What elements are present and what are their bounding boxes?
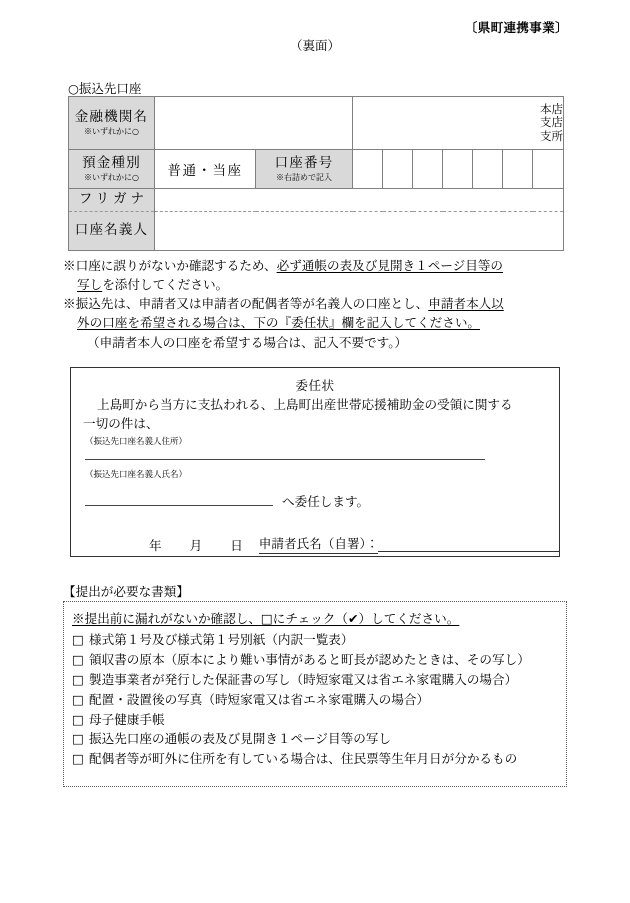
account-section-label: ○振込先口座	[68, 81, 142, 96]
checklist-intro: ※提出前に漏れがないか確認し、□にチェック（✔）してください。	[72, 611, 460, 626]
deposit-type-sublabel: ※いずれかに○	[84, 172, 139, 182]
date-month-label[interactable]: 月	[189, 537, 203, 553]
account-digit-cell[interactable]	[353, 150, 383, 189]
list-item[interactable]	[72, 729, 558, 749]
deposit-type-label: 預金種別	[82, 155, 141, 172]
note-text-underlined: 必ず通帳の表及び見開き１ページ目等の	[276, 258, 504, 273]
proxy-paragraph-line-2: 一切の件は、	[83, 415, 159, 431]
date-year-label[interactable]: 年	[149, 537, 162, 553]
page-side-label: （裏面）	[289, 38, 340, 53]
date-day-label[interactable]: 日	[230, 537, 243, 553]
list-item[interactable]	[72, 710, 558, 730]
list-item[interactable]	[72, 650, 558, 670]
note-text: （申請者本人の口座を希望する場合は、記入不要です。）	[87, 334, 408, 350]
checkbox-icon[interactable]: □	[72, 691, 84, 707]
proxy-title: 委任状	[295, 378, 335, 393]
checklist-box	[63, 601, 567, 787]
proxy-paragraph-line-1: 上島町から当方に支払われる、上島町出産世帯応援補助金の受領に関する	[97, 397, 513, 412]
signature-field[interactable]	[378, 551, 559, 552]
checklist-heading: 【提出が必要な書類】	[63, 584, 189, 599]
account-number-label-cell	[256, 150, 353, 189]
proxy-address-field[interactable]	[85, 459, 485, 460]
account-holder-label-cell	[69, 212, 155, 251]
proxy-name-row	[85, 491, 559, 510]
signature-label: 申請者氏名（自署）：	[259, 533, 379, 554]
deposit-type-label-cell	[69, 150, 155, 189]
list-item[interactable]	[72, 690, 558, 710]
list-item-label: 配置・設置後の写真（時短家電又は省エネ家電購入の場合）	[89, 691, 430, 707]
bank-name-label: 金融機関名	[74, 109, 149, 126]
list-item-label: 母子健康手帳	[89, 711, 165, 727]
power-of-attorney-box	[70, 367, 560, 557]
table-row-furigana	[69, 189, 564, 212]
proxy-address-caption: （振込先口座名義人住所）	[85, 436, 188, 447]
checkbox-icon[interactable]: □	[72, 651, 84, 667]
bank-name-sublabel: ※いずれかに○	[84, 126, 139, 136]
list-item-label: 領収書の原本（原本により難い事情があると町長が認めたときは、その写し）	[89, 651, 530, 667]
note-text-underlined: 外の口座を希望される場合は、下の『委任状』欄を記入してください。	[77, 315, 480, 331]
table-row-bank-name	[69, 97, 564, 150]
account-number-sublabel: ※右詰めで記入	[276, 172, 332, 182]
account-holder-label: 口座名義人	[74, 222, 149, 239]
branch-option-shisho[interactable]: 支所	[540, 128, 564, 143]
furigana-label: フリガナ	[78, 191, 149, 208]
bank-name-input-cell[interactable]	[155, 97, 353, 150]
deposit-type-value-cell[interactable]: 普通・当座	[155, 150, 256, 189]
list-item-label: 振込先口座の通帳の表及び見開き１ページ目等の写し	[89, 731, 391, 747]
list-item-label: 様式第１号及び様式第１号別紙（内訳一覧表）	[89, 632, 354, 647]
list-item[interactable]	[72, 630, 558, 650]
note-text: ※口座に誤りがないか確認するため、	[63, 258, 277, 273]
note-line	[63, 313, 573, 332]
checkbox-icon[interactable]: □	[72, 671, 84, 687]
program-tag: 〔県町連携事業〕	[464, 20, 568, 35]
furigana-input-cell[interactable]	[155, 189, 564, 212]
branch-option-honten[interactable]: 本店	[540, 101, 564, 116]
account-digit-cell[interactable]	[443, 150, 473, 189]
note-text-underlined: 写し	[77, 277, 103, 293]
account-digit-cell[interactable]	[533, 150, 564, 189]
proxy-delegate-text: へ委任します。	[282, 493, 370, 509]
branch-type-cell[interactable]	[353, 97, 564, 150]
list-item[interactable]	[72, 670, 558, 690]
checkbox-icon[interactable]: □	[72, 632, 84, 647]
list-item-label: 製造事業者が発行した保証書の写し（時短家電又は省エネ家電購入の場合）	[89, 671, 518, 687]
bank-name-label-cell	[69, 97, 155, 150]
branch-option-shiten[interactable]: 支店	[540, 115, 564, 130]
furigana-label-cell	[69, 189, 155, 212]
note-text: ※振込先は、申請者又は申請者の配偶者等が名義人の口座とし、	[63, 296, 429, 312]
checkbox-icon[interactable]: □	[72, 751, 84, 767]
note-line	[63, 294, 573, 313]
bank-account-table	[68, 96, 564, 251]
proxy-date-signature-row	[149, 533, 559, 554]
checkbox-icon[interactable]: □	[72, 731, 84, 747]
checkbox-icon[interactable]: □	[72, 711, 84, 727]
proxy-paragraph	[71, 396, 559, 434]
note-text: を添付してください。	[102, 277, 229, 293]
proxy-name-caption: （振込先口座名義人氏名）	[85, 469, 188, 480]
note-text-underlined: 申請者本人以	[428, 296, 504, 312]
table-row-account-holder	[69, 212, 564, 251]
note-line	[63, 275, 573, 294]
list-item-label: 配偶者等が町外に住所を有している場合は、住民票等生年月日が分かるもの	[89, 751, 518, 767]
account-digit-cell[interactable]	[413, 150, 443, 189]
account-number-label: 口座番号	[274, 155, 334, 172]
note-line	[63, 333, 573, 352]
proxy-name-field[interactable]	[85, 505, 273, 506]
account-digit-cell[interactable]	[473, 150, 503, 189]
list-item[interactable]	[72, 749, 558, 769]
account-holder-input-cell[interactable]	[155, 212, 564, 251]
note-line	[63, 256, 573, 275]
table-row-deposit-type	[69, 150, 564, 189]
account-digit-cell[interactable]	[383, 150, 413, 189]
account-digit-cell[interactable]	[503, 150, 533, 189]
account-notes	[63, 256, 573, 352]
